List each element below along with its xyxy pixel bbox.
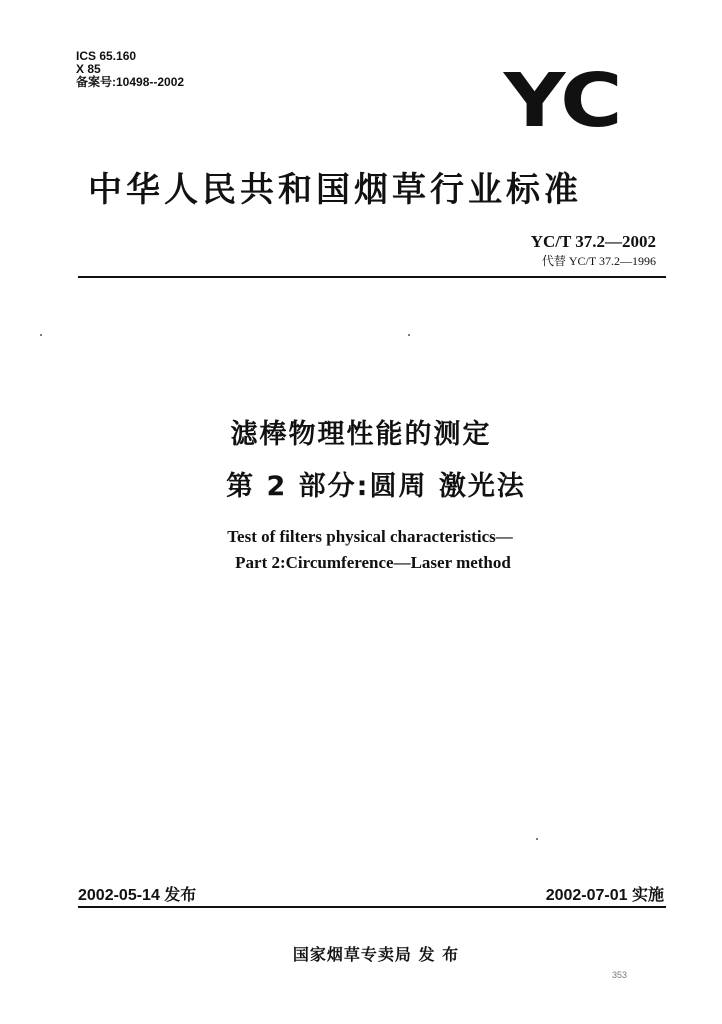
page-number: 353 <box>612 970 628 980</box>
standard-code-block <box>531 232 656 269</box>
chinese-title-line1: 滤棒物理性能的测定 <box>230 419 492 450</box>
issuing-authority: 国家烟草专卖局 发 布 <box>292 945 460 964</box>
scan-speck <box>408 334 410 336</box>
scan-speck <box>40 334 42 336</box>
record-number: 备案号:10498--2002 <box>76 75 185 89</box>
bottom-divider <box>78 906 666 908</box>
scan-speck <box>536 838 538 840</box>
replaces-code: 代替 YC/T 37.2—1996 <box>541 254 656 268</box>
chinese-title-line2: 第 2 部分:圆周 激光法 <box>226 471 526 502</box>
issue-date: 2002-05-14 发布 <box>78 887 197 904</box>
document-meta <box>76 50 184 89</box>
top-divider <box>78 276 666 278</box>
standard-type-title: 中华人民共和国烟草行业标准 <box>88 170 582 210</box>
class-code: X 85 <box>76 62 101 76</box>
yc-logo: YC <box>503 58 620 144</box>
implementation-date: 2002-07-01 实施 <box>545 887 664 904</box>
ics-code: ICS 65.160 <box>76 49 137 63</box>
english-title-line2: Part 2:Circumference—Laser method <box>235 553 511 572</box>
standard-code: YC/T 37.2—2002 <box>530 232 656 251</box>
english-title-line1: Test of filters physical characteristics— <box>227 527 513 546</box>
